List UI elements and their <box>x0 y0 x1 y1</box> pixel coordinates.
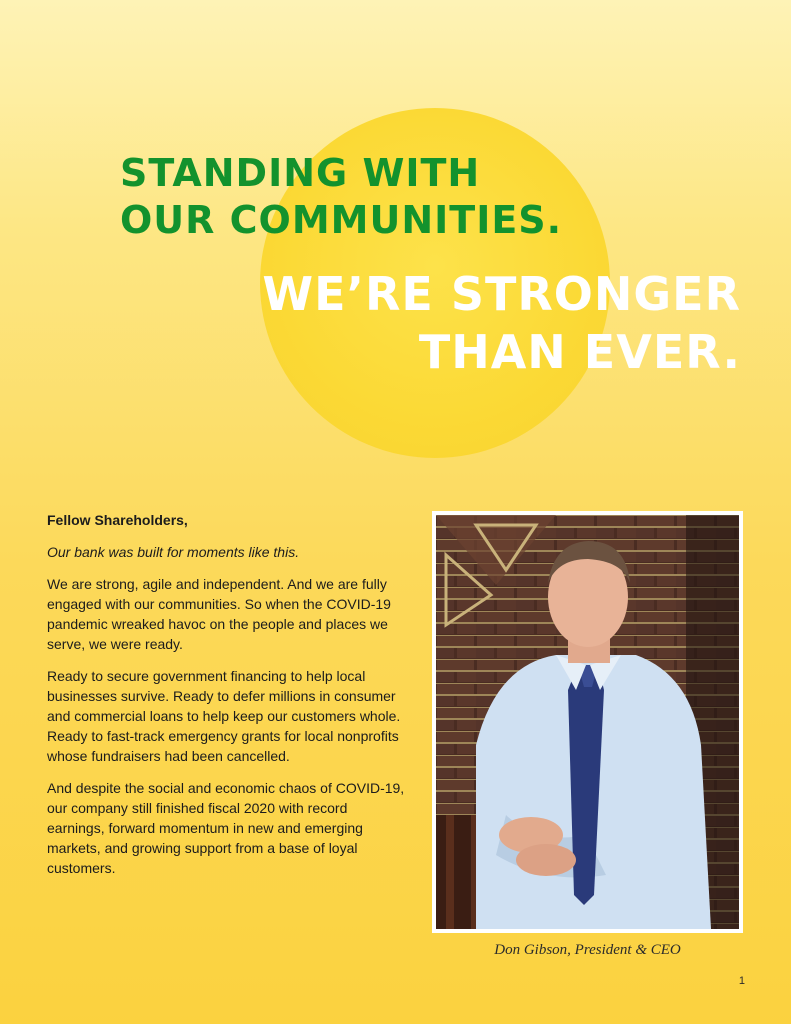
headline-line-4: THAN EVER. <box>418 325 741 379</box>
ceo-photo-frame <box>432 511 743 933</box>
ceo-photo <box>436 515 739 929</box>
ceo-portrait-illustration <box>436 515 739 929</box>
headline-secondary <box>262 265 741 381</box>
letter-tagline: Our bank was built for moments like this. <box>47 544 300 560</box>
letter-paragraph-2: Ready to secure government financing to help local businesses survive. Ready to defer millions in consumer and commercial loans to help keep our customers whole. Ready to fast-track emergency grants for local nonprofits whose fundraisers had been cancelled. <box>47 668 401 764</box>
letter-paragraph-3: And despite the social and economic chaos of COVID-19, our company still finished fiscal 2020 with record earnings, forward momentum in new and emerging markets, and growing support from a base of loyal customers. <box>47 780 405 876</box>
headline-line-1: STANDING WITH <box>120 151 481 195</box>
letter-salutation: Fellow Shareholders, <box>47 512 188 528</box>
letter-paragraph-1: We are strong, agile and independent. And we are fully engaged with our communities. So when the COVID-19 pandemic wreaked havoc on the people and places we serve, we were ready. <box>47 576 391 652</box>
headline-line-3: WE’RE STRONGER <box>262 267 741 321</box>
shareholder-letter <box>47 510 407 890</box>
headline-line-2: OUR COMMUNITIES. <box>120 198 563 242</box>
photo-caption: Don Gibson, President & CEO <box>494 942 681 958</box>
page-number: 1 <box>738 975 745 987</box>
headline-primary <box>120 150 562 244</box>
